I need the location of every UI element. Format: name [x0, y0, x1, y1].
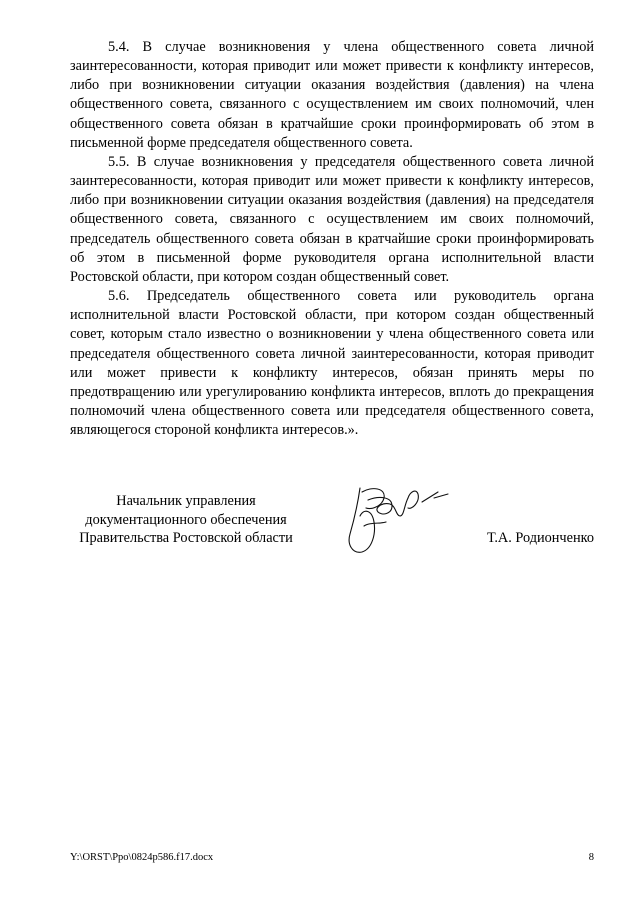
paragraph-5-5: 5.5. В случае возникновения у председателя общественного совета личной заинтересованности, которая приводит или может привести к конфликту интересов, либо при возникновении ситуации оказания воздействия (давления) на председателя общественного совета, связанного с осуществлением им своих полномочий, председатель общественного совета обязан в кратчайшие сроки проинформировать об этом в письменной форме руководителя органа исполнительной власти Ростовской области, при котором создан общественный совет.: [70, 153, 594, 285]
signatory-position-line: документационного обеспечения: [85, 511, 287, 528]
document-body: [70, 38, 594, 440]
signatory-position-line: Правительства Ростовской области: [79, 530, 293, 546]
signature-block: [70, 492, 594, 572]
signatory-name: Т.А. Родионченко: [487, 530, 594, 546]
paragraph-5-4: 5.4. В случае возникновения у члена общественного совета личной заинтересованности, которая приводит или может привести к конфликту интересов, либо при возникновении ситуации оказания воздействия (давления) на члена общественного совета, связанного с осуществлением им своих полномочий, член общественного совета обязан в кратчайшие сроки проинформировать об этом в письменной форме председателя общественного совета.: [70, 39, 594, 151]
signatory-position-line: Начальник управления: [116, 493, 256, 509]
signatory-position: [70, 492, 302, 548]
page-number: 8: [588, 852, 594, 863]
handwritten-signature-icon: [338, 482, 458, 562]
footer-file-path: Y:\ORST\Ppo\0824p586.f17.docx: [70, 852, 214, 863]
paragraph-5-6: 5.6. Председатель общественного совета или руководитель органа исполнительной власти Ростовской области, при котором создан общественный совет, которым стало известно о возникновении у члена общественного совета или председателя общественного совета личной заинтересованности, которая приводит или может привести к конфликту интересов, обязан принять меры по предотвращению или урегулированию конфликта интересов, вплоть до прекращения полномочий члена общественного совета или председателя общественного совета, являющегося стороной конфликта интересов.».: [70, 288, 594, 439]
